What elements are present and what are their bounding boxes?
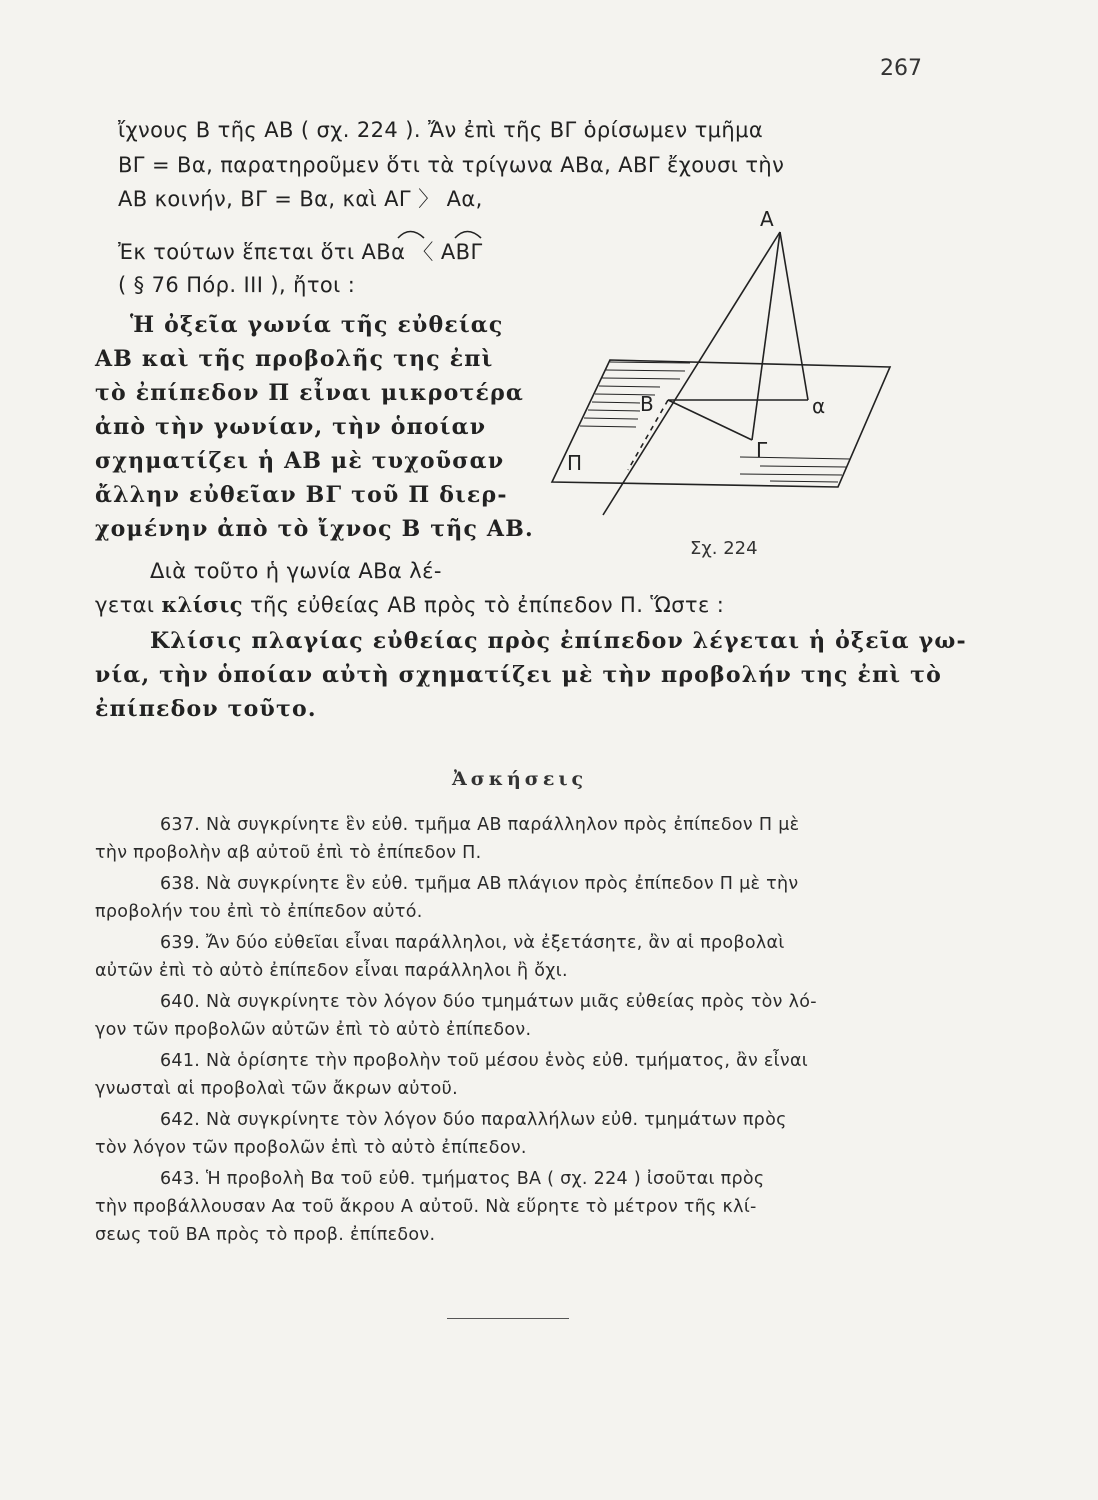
label-P: Π (567, 451, 583, 475)
exercise-line: 640. Νὰ συγκρίνητε τὸν λόγον δύο τμημάτων μιᾶς εὐθείας πρὸς τὸν λό- (160, 992, 817, 1012)
label-B: Β (640, 392, 654, 416)
figure-caption: Σχ. 224 (690, 538, 758, 559)
exercises-title: Ἀσκήσεις (452, 768, 588, 790)
exercise-line: 641. Νὰ ὁρίσητε τὴν προβολὴν τοῦ μέσου ἑνὸς εὐθ. τμήματος, ἂν εἶναι (160, 1051, 809, 1071)
text-span: τῆς εὐθείας ΑΒ πρὸς τὸ ἐπίπεδον Π. Ὥστε : (250, 593, 725, 617)
statement-line: ΑΒ καὶ τῆς προβολῆς της ἐπὶ (95, 346, 494, 372)
text-line: ΑΒ κοινήν, ΒΓ = Βα, καὶ ΑΓ 〉 Αα, (118, 187, 483, 211)
statement-line: ἄλλην εὐθεῖαν ΒΓ τοῦ Π διερ- (95, 482, 508, 508)
statement-line: σχηματίζει ἡ ΑΒ μὲ τυχοῦσαν (95, 448, 505, 474)
term-klisis: κλίσις (161, 592, 243, 617)
label-A: Α (760, 207, 774, 231)
exercise-line: σεως τοῦ ΒΑ πρὸς τὸ προβ. ἐπίπεδον. (95, 1225, 436, 1245)
label-G: Γ (756, 438, 768, 462)
end-rule (447, 1318, 569, 1319)
text-line: Ἐκ τούτων ἕπεται ὅτι ΑΒα 〈 ΑΒΓ (118, 240, 483, 264)
statement-line: τὸ ἐπίπεδον Π εἶναι μικροτέρα (95, 380, 525, 406)
exercise-line: 639. Ἄν δύο εὐθεῖαι εἶναι παράλληλοι, νὰ ἐξετάσητε, ἂν αἱ προβολαὶ (160, 933, 785, 953)
exercise-line: τὴν προβάλλουσαν Αα τοῦ ἄκρου Α αὐτοῦ. Νὰ εὕρητε τὸ μέτρον τῆς κλί- (95, 1197, 757, 1217)
exercise-line: 638. Νὰ συγκρίνητε ἓν εὐθ. τμῆμα ΑΒ πλάγιον πρὸς ἐπίπεδον Π μὲ τὴν (160, 874, 799, 894)
text-line: Διὰ τοῦτο ἡ γωνία ΑΒα λέ- (150, 559, 442, 583)
text-line: ΒΓ = Βα, παρατηροῦμεν ὅτι τὰ τρίγωνα ΑΒα, ΑΒΓ ἔχουσι τὴν (118, 153, 785, 177)
exercise-line: προβολήν του ἐπὶ τὸ ἐπίπεδον αὐτό. (95, 902, 423, 922)
statement-line: Ἡ ὀξεῖα γωνία τῆς εὐθείας (130, 312, 504, 338)
exercise-line: αὐτῶν ἐπὶ τὸ αὐτὸ ἐπίπεδον εἶναι παράλληλοι ἢ ὄχι. (95, 961, 568, 981)
statement-line: χομένην ἀπὸ τὸ ἴχνος Β τῆς ΑΒ. (95, 516, 534, 542)
definition-line: Κλίσις πλαγίας εὐθείας πρὸς ἐπίπεδον λέγεται ἡ ὀξεῖα γω- (150, 628, 967, 654)
statement-line: ἀπὸ τὴν γωνίαν, τὴν ὁποίαν (95, 414, 487, 440)
text-span: γεται (95, 593, 155, 617)
page-number: 267 (880, 56, 922, 81)
exercise-line: 642. Νὰ συγκρίνητε τὸν λόγον δύο παραλλήλων εὐθ. τμημάτων πρὸς (160, 1110, 787, 1130)
text-line: ἴχνους Β τῆς ΑΒ ( σχ. 224 ). Ἄν ἐπὶ τῆς ΒΓ ὁρίσωμεν τμῆμα (118, 118, 764, 142)
figure-224 (0, 0, 1098, 560)
plane-outline (552, 360, 890, 487)
exercise-line: γον τῶν προβολῶν αὐτῶν ἐπὶ τὸ αὐτὸ ἐπίπεδον. (95, 1020, 532, 1040)
exercise-line: τὸν λόγον τῶν προβολῶν ἐπὶ τὸ αὐτὸ ἐπίπεδον. (95, 1138, 527, 1158)
exercise-line: τὴν προβολὴν αβ αὐτοῦ ἐπὶ τὸ ἐπίπεδον Π. (95, 843, 482, 863)
definition-line: νία, τὴν ὁποίαν αὐτὴ σχηματίζει μὲ τὴν προβολήν της ἐπὶ τὸ (95, 662, 942, 688)
text-line: ( § 76 Πόρ. ΙΙΙ ), ἤτοι : (118, 273, 356, 297)
label-a: α (812, 394, 826, 418)
definition-line: ἐπίπεδον τοῦτο. (95, 696, 317, 722)
exercise-line: 643. Ἡ προβολὴ Βα τοῦ εὐθ. τμήματος ΒΑ ( σχ. 224 ) ἰσοῦται πρὸς (160, 1169, 765, 1189)
text-line (95, 590, 724, 620)
exercise-line: 637. Νὰ συγκρίνητε ἓν εὐθ. τμῆμα ΑΒ παράλληλον πρὸς ἐπίπεδον Π μὲ (160, 815, 800, 835)
exercise-line: γνωσταὶ αἱ προβολαὶ τῶν ἄκρων αὐτοῦ. (95, 1079, 458, 1099)
